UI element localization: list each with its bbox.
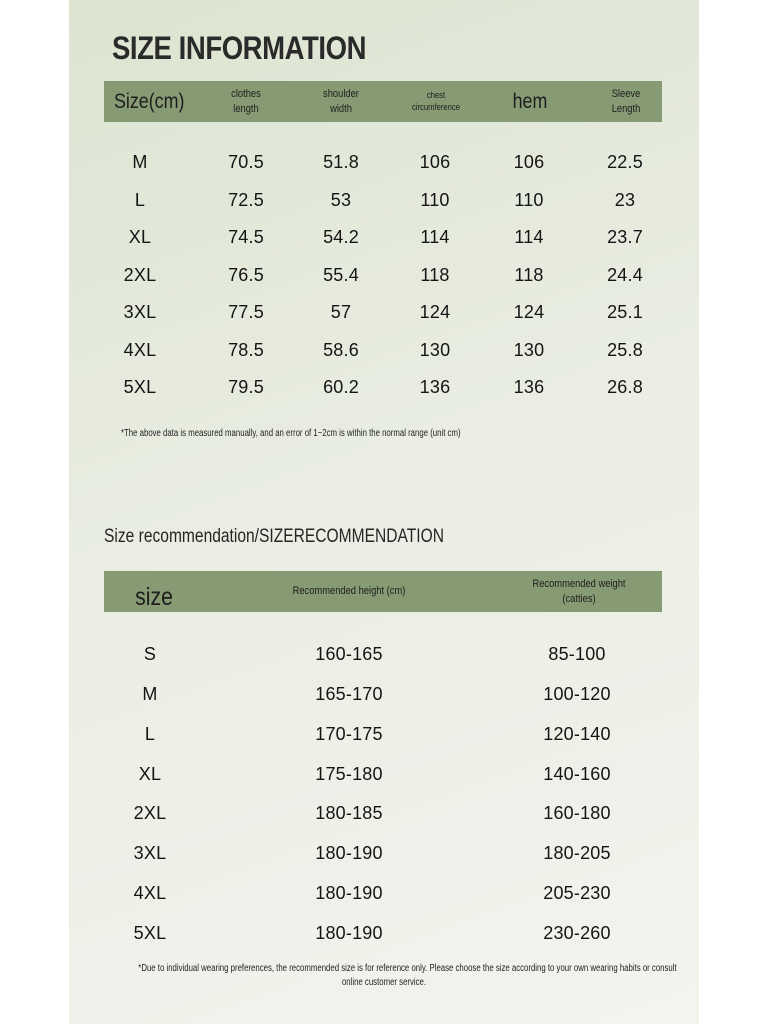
size-cell: XL	[128, 226, 152, 247]
size-cell: L	[144, 723, 156, 744]
weight-cell: 85-100	[548, 643, 606, 664]
table-row	[104, 335, 662, 365]
shoulder-width-cell: 51.8	[323, 151, 359, 172]
table-row	[104, 878, 662, 908]
header-size: size	[135, 583, 173, 612]
table-row	[104, 260, 662, 290]
height-cell: 175-180	[315, 763, 383, 784]
shoulder-width-cell: 57	[330, 301, 352, 322]
clothes-length-cell: 77.5	[228, 301, 264, 322]
table-row	[104, 639, 662, 669]
table-row	[104, 147, 662, 177]
clothes-length-cell: 79.5	[228, 376, 264, 397]
table-row	[104, 918, 662, 948]
height-cell: 180-190	[315, 922, 383, 943]
weight-cell: 205-230	[543, 882, 611, 903]
table-row	[104, 222, 662, 252]
recommendation-note-line2: online customer service.	[341, 977, 427, 988]
hem-cell: 106	[513, 151, 545, 172]
header-sleeve-length: Sleeve Length	[611, 88, 641, 115]
weight-cell: 160-180	[543, 802, 611, 823]
shoulder-width-cell: 55.4	[323, 264, 359, 285]
header-recommended-height: Recommended height (cm)	[292, 585, 406, 598]
size-cell: M	[142, 683, 158, 704]
height-cell: 180-190	[315, 882, 383, 903]
shoulder-width-cell: 58.6	[323, 339, 359, 360]
chest-cell: 114	[420, 226, 450, 247]
sleeve-length-cell: 23	[614, 189, 636, 210]
size-cell: 4XL	[133, 882, 167, 903]
table-row	[104, 759, 662, 789]
shoulder-width-cell: 54.2	[323, 226, 359, 247]
header-recommended-weight: Recommended weight (catties)	[532, 578, 626, 605]
hem-cell: 110	[514, 189, 544, 210]
weight-cell: 100-120	[543, 683, 611, 704]
weight-cell: 120-140	[543, 723, 611, 744]
weight-cell: 140-160	[543, 763, 611, 784]
size-cell: 2XL	[133, 802, 167, 823]
chest-cell: 118	[420, 264, 450, 285]
size-cell: S	[143, 643, 157, 664]
header-hem: hem	[512, 89, 548, 113]
chest-cell: 106	[419, 151, 451, 172]
table-row	[104, 679, 662, 709]
hem-cell: 136	[513, 376, 545, 397]
chest-cell: 124	[419, 301, 451, 322]
table-row	[104, 185, 662, 215]
height-cell: 165-170	[315, 683, 383, 704]
weight-cell: 230-260	[543, 922, 611, 943]
chest-cell: 130	[419, 339, 451, 360]
table-row	[104, 838, 662, 868]
size-cell: M	[132, 151, 148, 172]
size-cell: XL	[138, 763, 162, 784]
height-cell: 180-185	[315, 802, 383, 823]
table-row	[104, 798, 662, 828]
sleeve-length-cell: 24.4	[607, 264, 643, 285]
size-cell: 5XL	[123, 376, 157, 397]
table-row	[104, 719, 662, 749]
chest-cell: 136	[419, 376, 451, 397]
hem-cell: 118	[514, 264, 544, 285]
size-information-title: SIZE INFORMATION	[112, 30, 367, 66]
size-cell: L	[134, 189, 146, 210]
sleeve-length-cell: 22.5	[607, 151, 643, 172]
recommendation-table-header	[104, 571, 662, 612]
header-shoulder-width: shoulder width	[323, 88, 359, 115]
sleeve-length-cell: 25.8	[607, 339, 643, 360]
clothes-length-cell: 78.5	[228, 339, 264, 360]
size-cell: 3XL	[123, 301, 157, 322]
table-row	[104, 372, 662, 402]
size-table-header	[104, 81, 662, 122]
weight-cell: 180-205	[543, 842, 611, 863]
shoulder-width-cell: 53	[330, 189, 352, 210]
clothes-length-cell: 70.5	[228, 151, 264, 172]
hem-cell: 124	[513, 301, 545, 322]
size-recommendation-title: Size recommendation/SIZERECOMMENDATION	[104, 526, 444, 547]
measurement-note: *The above data is measured manually, and an error of 1~2cm is within the normal range (unit cm)	[121, 428, 461, 439]
chest-cell: 110	[420, 189, 450, 210]
header-clothes-length: clothes length	[231, 88, 261, 115]
sleeve-length-cell: 23.7	[607, 226, 643, 247]
clothes-length-cell: 74.5	[228, 226, 264, 247]
sleeve-length-cell: 25.1	[607, 301, 643, 322]
hem-cell: 130	[513, 339, 545, 360]
hem-cell: 114	[514, 226, 544, 247]
header-size-cm: Size(cm)	[114, 89, 185, 113]
size-cell: 2XL	[123, 264, 157, 285]
sleeve-length-cell: 26.8	[607, 376, 643, 397]
header-chest-circumference: chest circumference	[411, 89, 461, 112]
height-cell: 180-190	[315, 842, 383, 863]
height-cell: 160-165	[315, 643, 383, 664]
size-cell: 5XL	[133, 922, 167, 943]
recommendation-note	[69, 962, 699, 990]
clothes-length-cell: 76.5	[228, 264, 264, 285]
shoulder-width-cell: 60.2	[323, 376, 359, 397]
clothes-length-cell: 72.5	[228, 189, 264, 210]
recommendation-note-line1: *Due to individual wearing preferences, the recommended size is for reference only. Please choose the size according to your own wearing habits or consult	[138, 963, 677, 974]
size-cell: 4XL	[123, 339, 157, 360]
size-cell: 3XL	[133, 842, 167, 863]
table-row	[104, 297, 662, 327]
size-chart-sheet	[69, 0, 699, 1024]
height-cell: 170-175	[315, 723, 383, 744]
